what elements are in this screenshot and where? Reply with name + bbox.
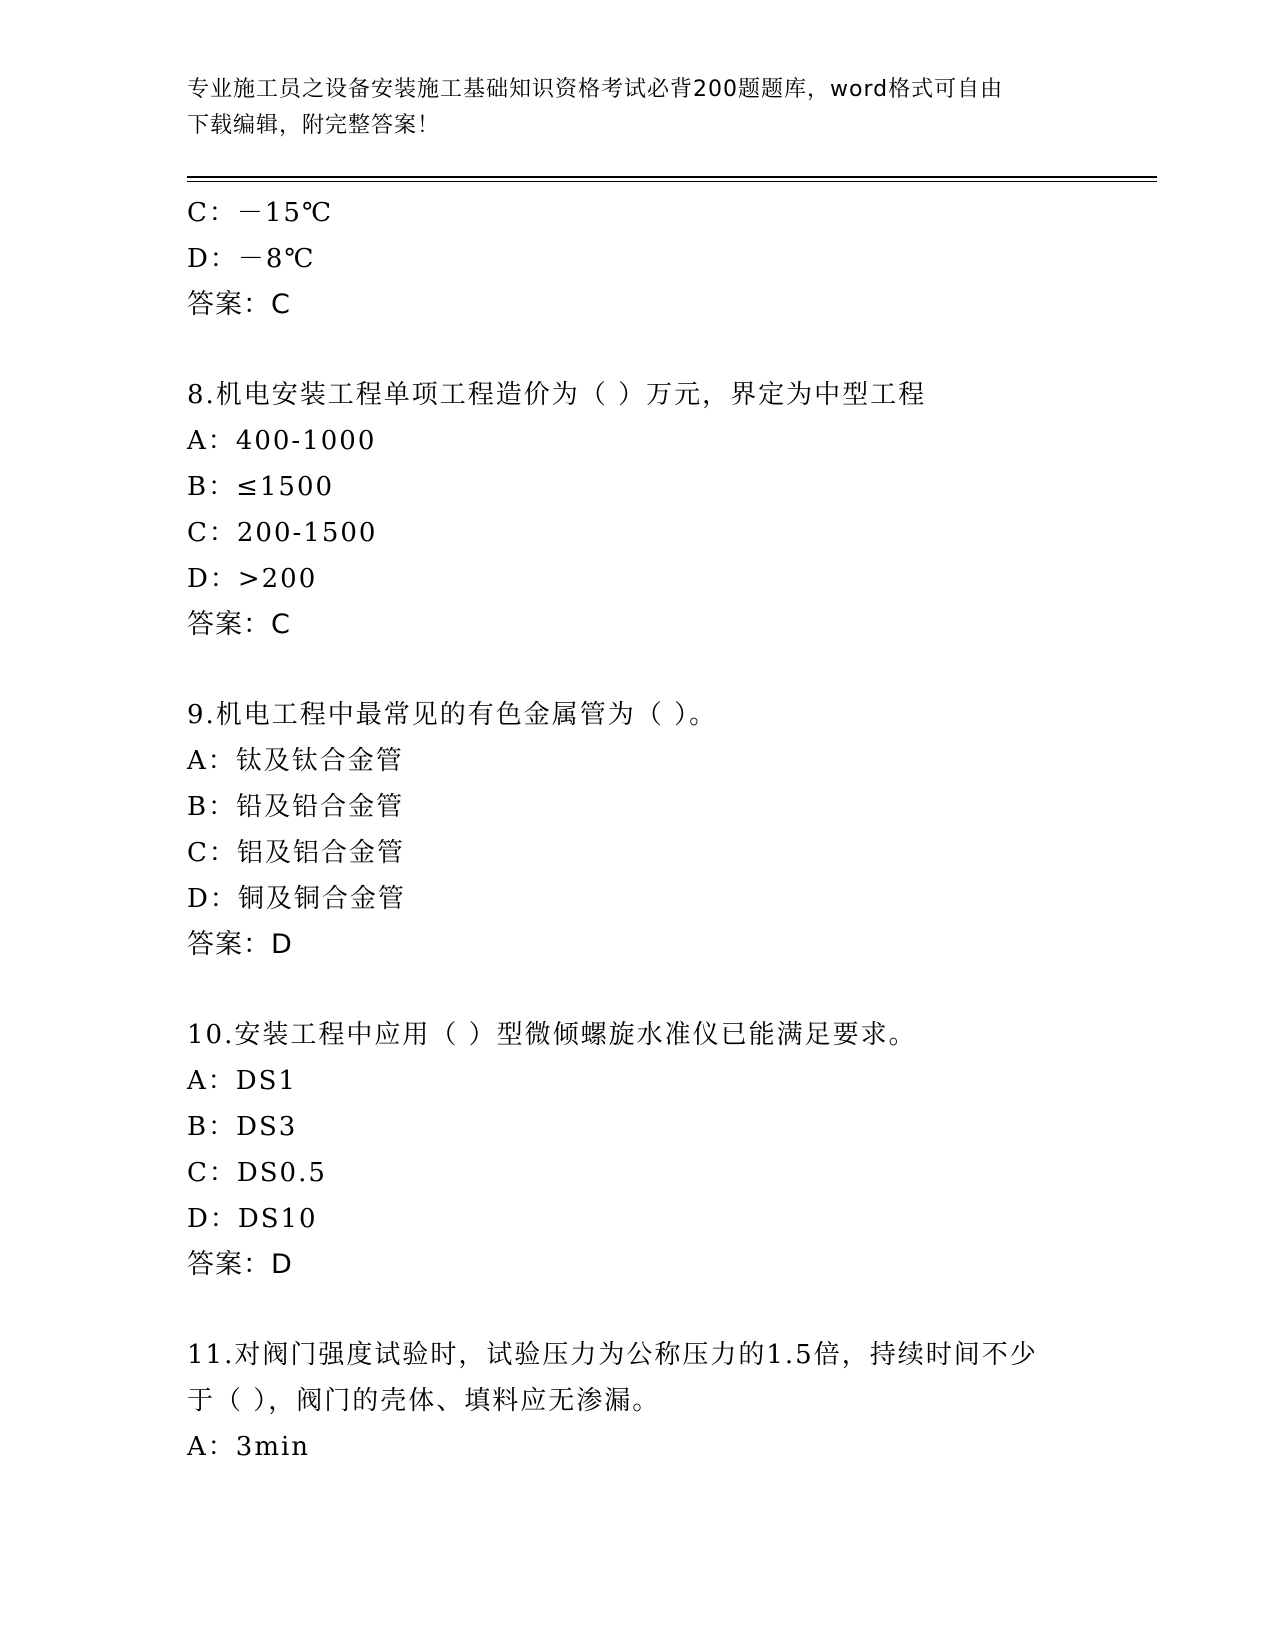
header-title-line-2: 下载编辑，附完整答案！ xyxy=(187,113,441,138)
question-block-8 xyxy=(187,372,1087,648)
option-d: D：－8℃ xyxy=(187,244,316,274)
spacer xyxy=(187,968,1087,1012)
answer: 答案：C xyxy=(187,609,291,640)
question-block-10 xyxy=(187,1012,1087,1288)
option-b: B：DS3 xyxy=(187,1112,298,1142)
document-header xyxy=(187,72,1087,144)
question-block-11 xyxy=(187,1332,1087,1470)
option-c: C：DS0.5 xyxy=(187,1158,327,1188)
option-b: B：≤1500 xyxy=(187,472,335,502)
question-stem-line-2: 于（ ），阀门的壳体、填料应无渗漏。 xyxy=(187,1386,661,1416)
option-d: D：>200 xyxy=(187,564,318,594)
spacer xyxy=(187,648,1087,692)
header-divider-thick xyxy=(187,176,1157,178)
question-stem: 10.安装工程中应用（ ）型微倾螺旋水准仪已能满足要求。 xyxy=(187,1020,917,1050)
question-stem-line-1: 11.对阀门强度试验时，试验压力为公称压力的1.5倍，持续时间不少 xyxy=(187,1340,1038,1370)
option-c: C：200-1500 xyxy=(187,518,378,548)
option-b: B：铅及铅合金管 xyxy=(187,792,405,822)
spacer xyxy=(187,328,1087,372)
option-d: D：铜及铜合金管 xyxy=(187,884,406,914)
option-a: A：3min xyxy=(187,1432,311,1462)
option-a: A：400-1000 xyxy=(187,426,377,456)
question-list xyxy=(187,190,1087,1470)
option-d: D：DS10 xyxy=(187,1204,318,1234)
option-c: C：－15℃ xyxy=(187,198,334,228)
option-a: A：DS1 xyxy=(187,1066,297,1096)
answer: 答案：D xyxy=(187,929,293,960)
answer: 答案：D xyxy=(187,1249,293,1280)
option-c: C：铝及铝合金管 xyxy=(187,838,405,868)
header-title-line-1: 专业施工员之设备安装施工基础知识资格考试必背200题题库，word格式可自由 xyxy=(187,77,1004,102)
option-a: A：钛及钛合金管 xyxy=(187,746,404,776)
header-divider-thin xyxy=(187,181,1157,182)
spacer xyxy=(187,1288,1087,1332)
question-stem: 8.机电安装工程单项工程造价为（ ）万元，界定为中型工程 xyxy=(187,380,927,410)
question-block-9 xyxy=(187,692,1087,968)
question-block-prev xyxy=(187,190,1087,328)
answer: 答案：C xyxy=(187,289,291,320)
question-stem: 9.机电工程中最常见的有色金属管为（ ）。 xyxy=(187,700,718,730)
